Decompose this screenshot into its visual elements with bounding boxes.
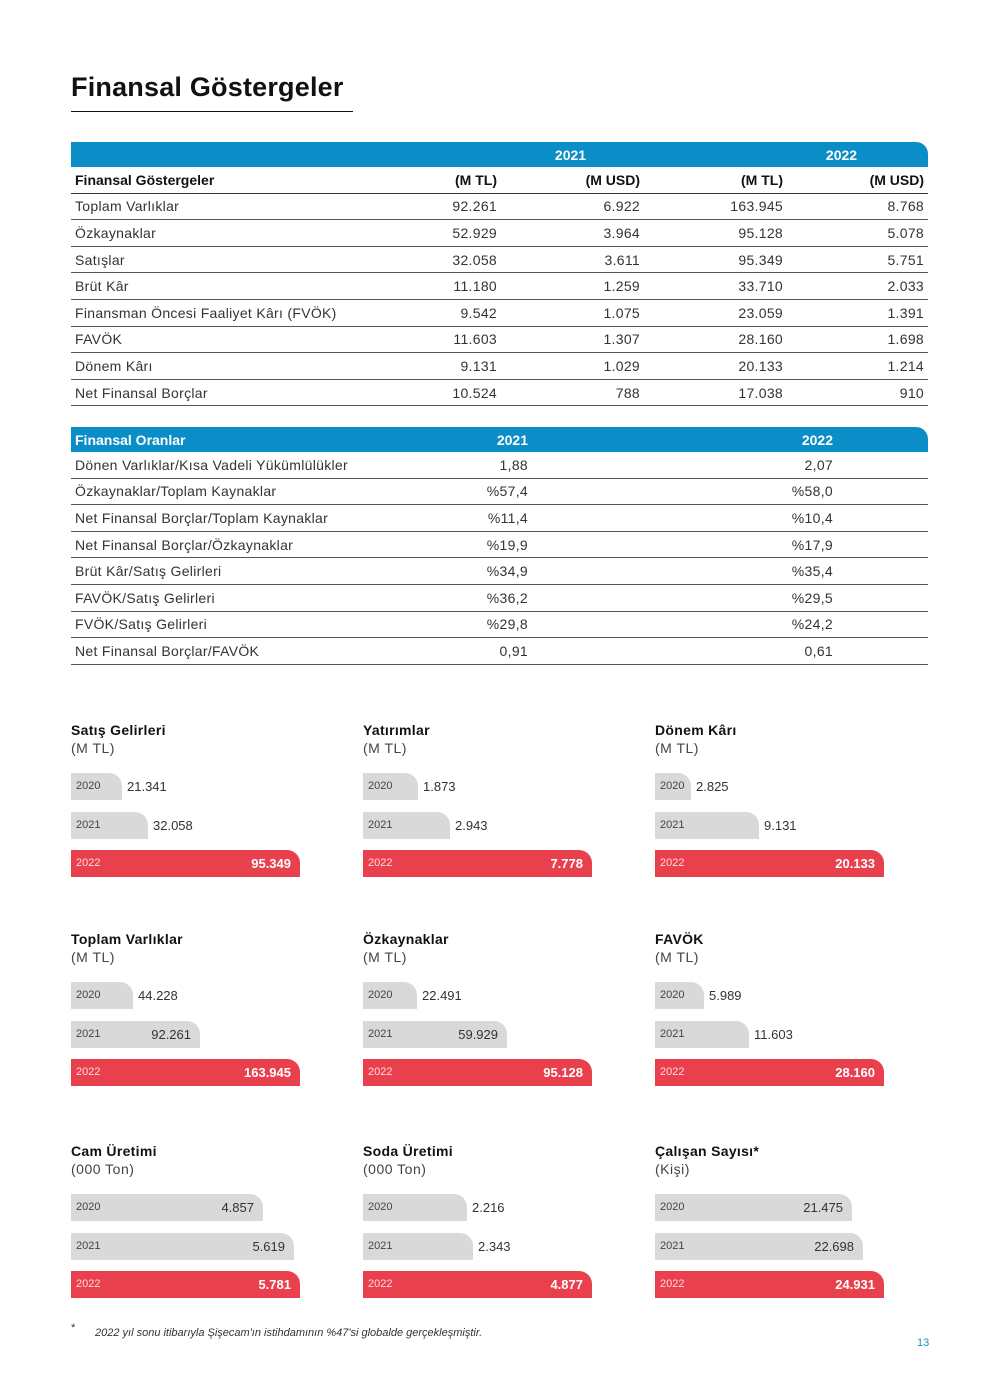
page-title: Finansal Göstergeler	[71, 72, 344, 102]
chart-unit: (Kişi)	[655, 1161, 690, 1177]
row-label: Dönen Varlıklar/Kısa Vadeli Yükümlülükler	[71, 452, 401, 478]
row-label: FVÖK/Satış Gelirleri	[71, 611, 401, 638]
cell-value: %24,2	[568, 611, 928, 638]
bar-year-label: 2021	[76, 1239, 101, 1252]
unit-header: (M USD)	[501, 167, 644, 193]
bar-value-label: 22.491	[422, 988, 462, 1003]
row-label: Dönem Kârı	[71, 353, 401, 380]
table-row	[71, 611, 928, 638]
table-row	[71, 246, 928, 273]
bar	[71, 1271, 300, 1298]
mini-chart	[655, 931, 895, 1101]
bar	[71, 1194, 263, 1221]
bar-year-label: 2021	[660, 1239, 685, 1252]
bar-value-label: 9.131	[764, 817, 797, 833]
bar	[363, 982, 417, 1009]
bar-value-label: 7.778	[550, 856, 583, 871]
row-label: Net Finansal Borçlar/FAVÖK	[71, 638, 401, 665]
cell-value: 95.128	[644, 220, 787, 247]
cell-value: 2,07	[568, 452, 928, 478]
table-row	[71, 299, 928, 326]
chart-title: Soda Üretimi	[363, 1143, 453, 1159]
bar-value-label: 5.989	[709, 988, 742, 1003]
cell-value: %57,4	[401, 478, 568, 505]
bar-year-label: 2020	[76, 989, 101, 1001]
bar	[363, 1271, 592, 1298]
chart-title: Yatırımlar	[363, 722, 430, 738]
cell-value: 2.033	[787, 273, 928, 300]
bar	[71, 1021, 200, 1048]
mini-chart	[363, 931, 603, 1101]
cell-value: 20.133	[644, 353, 787, 380]
cell-value: %29,5	[568, 584, 928, 611]
bar-value-label: 95.349	[251, 856, 291, 871]
cell-value: 1.075	[501, 299, 644, 326]
chart-title: Toplam Varlıklar	[71, 931, 183, 947]
chart-unit: (M TL)	[363, 949, 407, 965]
bar	[655, 1194, 852, 1221]
chart-title: Dönem Kârı	[655, 722, 737, 738]
bar	[71, 1059, 300, 1086]
cell-value: 3.964	[501, 220, 644, 247]
ratios-header-label: Finansal Oranlar	[71, 427, 401, 452]
cell-value: 0,61	[568, 638, 928, 665]
table-row	[71, 353, 928, 380]
bar-year-label: 2022	[76, 1066, 101, 1078]
row-label: Brüt Kâr	[71, 273, 401, 300]
bar-value-label: 20.133	[835, 856, 875, 871]
bar	[363, 1021, 507, 1048]
row-label: Net Finansal Borçlar	[71, 379, 401, 406]
bar	[71, 812, 148, 839]
indicators-unit-header	[71, 167, 928, 193]
bar-value-label: 2.343	[478, 1238, 511, 1254]
table-row	[71, 505, 928, 532]
bar-value-label: 21.341	[127, 779, 167, 794]
mini-chart	[655, 1143, 895, 1313]
bar	[363, 850, 592, 877]
bar-value-label: 2.943	[455, 817, 488, 833]
cell-value: 11.603	[401, 326, 501, 353]
cell-value: 11.180	[401, 273, 501, 300]
cell-value: 910	[787, 379, 928, 406]
indicators-table	[71, 142, 928, 406]
bar-year-label: 2021	[368, 1027, 393, 1040]
bar-year-label: 2020	[76, 1201, 101, 1213]
bar-year-label: 2022	[368, 857, 393, 869]
bar	[655, 1021, 749, 1048]
indicators-year-2022: 2022	[644, 142, 928, 167]
bar	[655, 1271, 884, 1298]
bar-year-label: 2020	[368, 989, 393, 1001]
cell-value: 8.768	[787, 193, 928, 220]
table-row	[71, 452, 928, 478]
cell-value: 163.945	[644, 193, 787, 220]
cell-value: 52.929	[401, 220, 501, 247]
bar-year-label: 2022	[660, 1066, 685, 1078]
bar-value-label: 1.873	[423, 779, 456, 794]
chart-unit: (M TL)	[363, 740, 407, 756]
row-label: FAVÖK/Satış Gelirleri	[71, 584, 401, 611]
cell-value: 0,91	[401, 638, 568, 665]
bar	[363, 812, 450, 839]
cell-value: %11,4	[401, 505, 568, 532]
mini-chart	[71, 1143, 311, 1313]
table-row	[71, 326, 928, 353]
bar-value-label: 59.929	[458, 1026, 498, 1042]
bar-value-label: 32.058	[153, 817, 193, 833]
row-label: Net Finansal Borçlar/Özkaynaklar	[71, 531, 401, 558]
mini-chart	[655, 722, 895, 892]
bar-value-label: 92.261	[151, 1026, 191, 1042]
bar-year-label: 2022	[368, 1066, 393, 1078]
cell-value: 1,88	[401, 452, 568, 478]
bar-year-label: 2020	[660, 1201, 685, 1213]
table-row	[71, 558, 928, 585]
mini-chart	[363, 722, 603, 892]
bar	[655, 1233, 863, 1260]
bar-year-label: 2020	[660, 780, 685, 792]
bar	[655, 850, 884, 877]
bar-year-label: 2022	[660, 1278, 685, 1290]
ratios-table	[71, 427, 928, 665]
bar-value-label: 22.698	[814, 1238, 854, 1254]
row-label: FAVÖK	[71, 326, 401, 353]
bar-year-label: 2022	[368, 1278, 393, 1290]
indicators-year-2021: 2021	[401, 142, 644, 167]
unit-header: (M USD)	[787, 167, 928, 193]
chart-unit: (000 Ton)	[363, 1161, 427, 1177]
bar-year-label: 2022	[76, 1278, 101, 1290]
bar	[71, 850, 300, 877]
cell-value: %19,9	[401, 531, 568, 558]
table-row	[71, 273, 928, 300]
bar-value-label: 28.160	[835, 1065, 875, 1080]
cell-value: 1.391	[787, 299, 928, 326]
bar-value-label: 11.603	[754, 1026, 793, 1042]
cell-value: 17.038	[644, 379, 787, 406]
chart-unit: (M TL)	[71, 949, 115, 965]
ratios-header-band	[71, 427, 928, 452]
bar-year-label: 2020	[76, 780, 101, 792]
bar-year-label: 2020	[368, 1201, 393, 1213]
chart-title: FAVÖK	[655, 931, 704, 947]
bar-value-label: 2.216	[472, 1200, 505, 1215]
indicators-year-band	[71, 142, 928, 167]
cell-value: 1.307	[501, 326, 644, 353]
row-label: Toplam Varlıklar	[71, 193, 401, 220]
bar-year-label: 2020	[368, 780, 393, 792]
bar-value-label: 5.619	[252, 1238, 285, 1254]
cell-value: 788	[501, 379, 644, 406]
table-row	[71, 584, 928, 611]
chart-title: Cam Üretimi	[71, 1143, 157, 1159]
bar-value-label: 2.825	[696, 779, 729, 794]
title-underline	[71, 111, 353, 112]
table-row	[71, 478, 928, 505]
cell-value: %58,0	[568, 478, 928, 505]
bar-value-label: 95.128	[543, 1065, 583, 1080]
chart-title: Özkaynaklar	[363, 931, 449, 947]
row-label: Özkaynaklar/Toplam Kaynaklar	[71, 478, 401, 505]
chart-title: Satış Gelirleri	[71, 722, 166, 738]
bar-year-label: 2021	[76, 818, 101, 831]
cell-value: 92.261	[401, 193, 501, 220]
bar-year-label: 2022	[660, 857, 685, 869]
mini-chart	[363, 1143, 603, 1313]
cell-value: 9.542	[401, 299, 501, 326]
bar-year-label: 2022	[76, 857, 101, 869]
table-row	[71, 193, 928, 220]
bar	[71, 982, 133, 1009]
bar	[655, 773, 691, 800]
table-row	[71, 220, 928, 247]
cell-value: 5.751	[787, 246, 928, 273]
chart-unit: (M TL)	[655, 949, 699, 965]
cell-value: %34,9	[401, 558, 568, 585]
chart-unit: (000 Ton)	[71, 1161, 135, 1177]
chart-title: Çalışan Sayısı*	[655, 1143, 760, 1159]
cell-value: 33.710	[644, 273, 787, 300]
unit-header: (M TL)	[644, 167, 787, 193]
cell-value: %17,9	[568, 531, 928, 558]
bar-value-label: 24.931	[835, 1277, 875, 1292]
cell-value: 6.922	[501, 193, 644, 220]
page-number: 13	[917, 1337, 930, 1349]
bar	[363, 1233, 473, 1260]
cell-value: 1.259	[501, 273, 644, 300]
bar	[363, 1059, 592, 1086]
bar-value-label: 163.945	[244, 1065, 291, 1080]
bar	[363, 1194, 467, 1221]
bar-year-label: 2021	[76, 1027, 101, 1040]
indicators-header-label: Finansal Göstergeler	[71, 167, 401, 193]
table-row	[71, 379, 928, 406]
unit-header: (M TL)	[401, 167, 501, 193]
row-label: Satışlar	[71, 246, 401, 273]
cell-value: 1.214	[787, 353, 928, 380]
mini-chart	[71, 722, 311, 892]
cell-value: 1.029	[501, 353, 644, 380]
row-label: Brüt Kâr/Satış Gelirleri	[71, 558, 401, 585]
cell-value: %29,8	[401, 611, 568, 638]
cell-value: 28.160	[644, 326, 787, 353]
chart-unit: (M TL)	[655, 740, 699, 756]
bar-year-label: 2020	[660, 989, 685, 1001]
cell-value: 5.078	[787, 220, 928, 247]
cell-value: 10.524	[401, 379, 501, 406]
bar-value-label: 4.877	[550, 1277, 583, 1292]
row-label: Özkaynaklar	[71, 220, 401, 247]
bar	[655, 982, 704, 1009]
mini-chart	[71, 931, 311, 1101]
cell-value: %35,4	[568, 558, 928, 585]
footnote-text: 2022 yıl sonu itibarıyla Şişecam'ın istihdamının %47'si globalde gerçekleşmiştir.	[95, 1327, 483, 1339]
chart-unit: (M TL)	[71, 740, 115, 756]
bar	[655, 1059, 884, 1086]
table-row	[71, 638, 928, 665]
bar	[71, 1233, 294, 1260]
bar-year-label: 2021	[660, 818, 685, 831]
row-label: Net Finansal Borçlar/Toplam Kaynaklar	[71, 505, 401, 532]
bar-value-label: 4.857	[221, 1200, 254, 1215]
cell-value: 23.059	[644, 299, 787, 326]
bar	[655, 812, 759, 839]
table-row	[71, 531, 928, 558]
cell-value: 95.349	[644, 246, 787, 273]
bar-value-label: 44.228	[138, 988, 178, 1003]
footnote-marker: *	[71, 1322, 76, 1334]
row-label: Finansman Öncesi Faaliyet Kârı (FVÖK)	[71, 299, 401, 326]
cell-value: %36,2	[401, 584, 568, 611]
bar-value-label: 5.781	[258, 1277, 291, 1292]
bar-year-label: 2021	[368, 818, 393, 831]
cell-value: 9.131	[401, 353, 501, 380]
bar-value-label: 21.475	[803, 1200, 843, 1215]
bar	[363, 773, 418, 800]
cell-value: 3.611	[501, 246, 644, 273]
bar	[71, 773, 122, 800]
cell-value: %10,4	[568, 505, 928, 532]
ratios-year-2022: 2022	[568, 427, 928, 452]
bar-year-label: 2021	[368, 1239, 393, 1252]
cell-value: 1.698	[787, 326, 928, 353]
bar-year-label: 2021	[660, 1027, 685, 1040]
cell-value: 32.058	[401, 246, 501, 273]
ratios-year-2021: 2021	[401, 427, 568, 452]
